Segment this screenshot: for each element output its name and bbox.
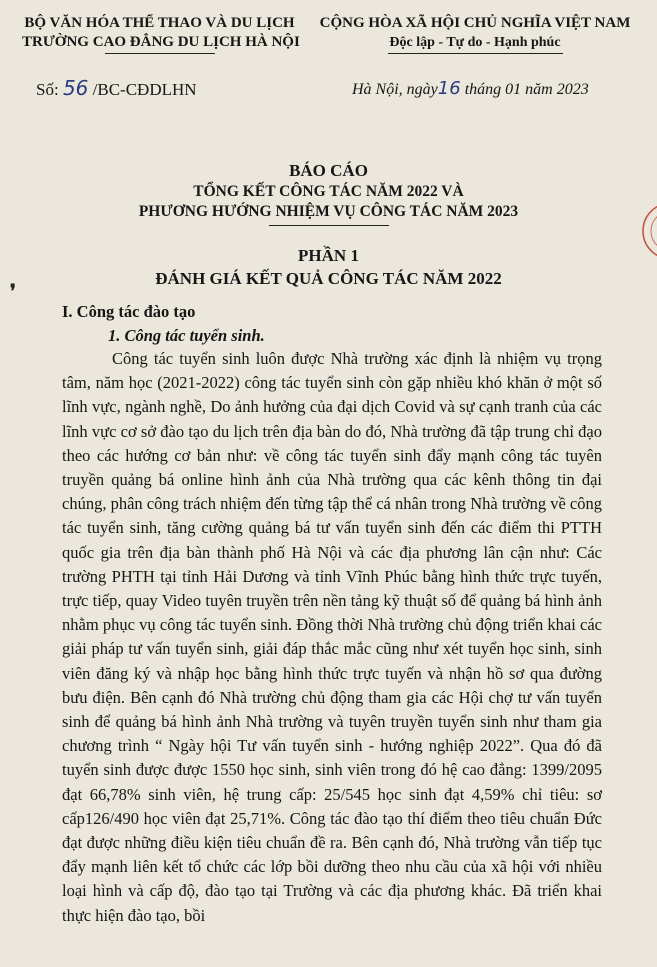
date-rest: tháng 01 năm 2023 (464, 81, 589, 98)
ministry-name: BỘ VĂN HÓA THỂ THAO VÀ DU LỊCH (24, 15, 295, 31)
national-motto: Độc lập - Tự do - Hạnh phúc (389, 35, 561, 50)
body-paragraph (62, 347, 602, 928)
part-title: ĐÁNH GIÁ KẾT QUẢ CÔNG TÁC NĂM 2022 (155, 269, 502, 288)
national-header (300, 14, 650, 54)
report-title (0, 160, 657, 226)
school-name: TRƯỜNG CAO ĐẲNG DU LỊCH HÀ NỘI (22, 34, 300, 50)
header-left-rule (105, 53, 215, 54)
section-heading: I. Công tác đào tạo (62, 302, 196, 321)
subsection-heading: 1. Công tác tuyển sinh. (108, 326, 265, 345)
document-number (36, 76, 197, 100)
part-label: PHẦN 1 (298, 246, 359, 265)
handwritten-number: 56 (62, 76, 89, 100)
seal-inner-ring (651, 211, 657, 251)
issuer-header (22, 14, 300, 54)
number-prefix: Số: (36, 80, 59, 99)
part-heading (0, 245, 657, 291)
paragraph-text: Công tác tuyển sinh luôn được Nhà trường xác định là nhiệm vụ trọng tâm, năm học (2021-2022) công tác tuyển sinh còn gặp nhiều khó khăn ở một số lĩnh vực, ngành nghề, Do ảnh hưởng của đại dịch Covid và sự cạnh tranh của các lĩnh vực cơ sở đào tạo du lịch trên địa bàn do đó, Nhà trường đã tập trung chỉ đạo theo các hướng cơ bản như: về công tác tuyển sinh đẩy mạnh công tác tuyên truyền quảng bá online hình ảnh của Nhà trường qua các kênh thông tin đại chúng, phân công trách nhiệm đến từng tập thể cá nhân trong Nhà trường về công tác tuyển sinh, tăng cường quảng bá tư vấn tuyển sinh đến các điểm thi PTTH quốc gia trên địa bàn thành phố Hà Nội và các địa phương lân cận như: Các trường PHTH tại tỉnh Hải Dương và tỉnh Vĩnh Phúc bằng hình thức trực tuyến, trực tiếp, quay Video tuyên truyền trên nền tảng kỹ thuật số để quảng bá hình ảnh nhằm phục vụ công tác tuyển sinh. Đồng thời Nhà trường chủ động triển khai các giải pháp tư vấn tuyển sinh, giải đáp thắc mắc cũng như xét tuyển học sinh, sinh viên đăng ký và nhập học bằng hình thức trực tuyến và nhận hồ sơ qua đường bưu điện. Bên cạnh đó Nhà trường chủ động tham gia các Hội chợ tư vấn tuyển sinh để quảng bá hình ảnh Nhà trường và tuyên truyền tuyển sinh như tham gia chương trình “ Ngày hội Tư vấn tuyển sinh - hướng nghiệp 2022”. Qua đó đã tuyển sinh được được 1550 học sinh, sinh viên trong đó hệ cao đẳng: 1399/2095 đạt 66,78% sinh viên, hệ trung cấp: 25/545 học sinh đạt 4,59% chỉ tiêu: sơ cấp126/490 học viên đạt 25,71%. Công tác đào tạo thí điểm theo tiêu chuẩn Đức đạt được những điều kiện tiêu chuẩn đề ra. Bên cạnh đó, Nhà trường vẫn tiếp tục đẩy mạnh liên kết tổ chức các lớp bồi dưỡng theo nhu cầu của xã hội với nhiều loại hình và cấp độ, đào tạo tại Trường và các địa phương khác. Đã triển khai thực hiện đào tạo, bồi (62, 349, 602, 925)
handwritten-day: 16 (437, 78, 461, 99)
margin-mark: ❜ (10, 281, 16, 301)
date-place: Hà Nội, ngày (352, 81, 438, 98)
document-code: /BC-CĐDLHN (92, 80, 197, 99)
title-rule (269, 225, 389, 226)
red-seal-stamp (641, 196, 657, 266)
republic-name: CỘNG HÒA XÃ HỘI CHỦ NGHĨA VIỆT NAM (319, 15, 631, 31)
issue-date (352, 78, 589, 99)
title-line-3: PHƯƠNG HƯỚNG NHIỆM VỤ CÔNG TÁC NĂM 2023 (138, 203, 519, 220)
title-line-1: BÁO CÁO (289, 161, 368, 180)
header-right-rule (388, 53, 563, 54)
seal-outer-ring (643, 203, 657, 259)
title-line-2: TỔNG KẾT CÔNG TÁC NĂM 2022 VÀ (193, 183, 464, 200)
